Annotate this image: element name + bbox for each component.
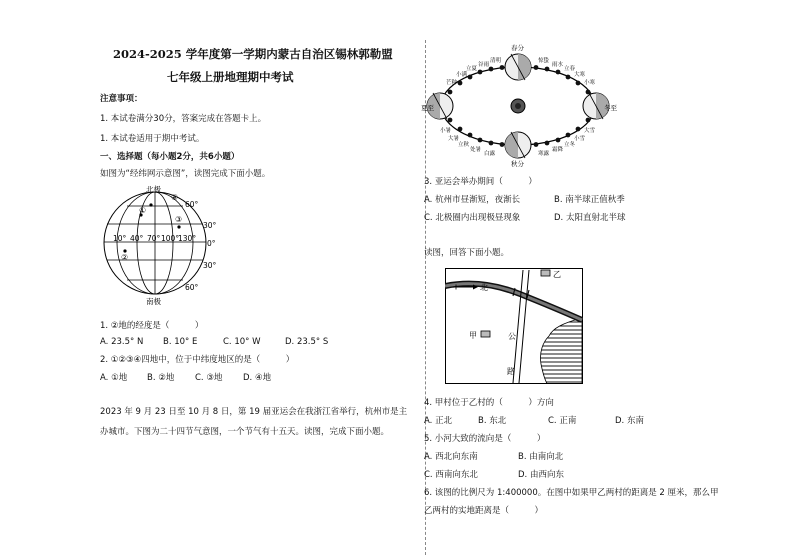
passage-2-line1: 2023 年 9 月 23 日至 10 月 8 日，第 19 届亚运会在我浙江省举行，杭州市是主 [100, 407, 408, 417]
question-4-stem: 4. 甲村位于乙村的（ ）方向 [424, 398, 554, 408]
longitude-label: 10° [113, 234, 127, 243]
svg-text:寒露: 寒露 [538, 151, 550, 157]
q3-option-d[interactable]: D. 太阳直射北半球 [554, 213, 626, 223]
question-2-stem: 2. ①②③④四地中，位于中纬度地区的是（ ） [100, 355, 295, 365]
note-item: 1. 本试卷适用于期中考试。 [100, 134, 205, 144]
question-6-line2: 乙两村的实地距离是（ ） [424, 506, 544, 516]
question-3-stem: 3. 亚运会举办期间（ ） [424, 177, 537, 187]
autumn-equinox-label: 秋分 [511, 160, 524, 168]
q3-option-b[interactable]: B. 南半球正值秋季 [554, 195, 625, 205]
svg-text:大寒: 大寒 [574, 72, 586, 78]
q4-option-c[interactable]: C. 正南 [548, 416, 577, 426]
svg-text:立冬: 立冬 [564, 142, 576, 148]
summer-solstice-label: 夏至 [421, 104, 434, 112]
point-1-label: ① [139, 206, 147, 215]
longitude-label: 70° [147, 234, 161, 243]
q3-option-a[interactable]: A. 杭州市昼渐短，夜渐长 [424, 195, 521, 205]
q5-option-a[interactable]: A. 西北向东南 [424, 452, 478, 462]
question-6-line1: 6. 该图的比例尺为 1:400000。在图中如果甲乙两村的距离是 2 厘米，那么甲 [424, 488, 719, 498]
point-3-label: ③ [175, 215, 183, 224]
notes-heading: 注意事项： [100, 94, 143, 104]
svg-text:小满: 小满 [456, 72, 468, 78]
q5-option-b[interactable]: B. 由南向北 [518, 452, 564, 462]
svg-text:立春: 立春 [564, 66, 576, 72]
latitude-label: 0° [207, 239, 216, 248]
latitude-label: 30° [203, 221, 217, 230]
svg-text:霜降: 霜降 [552, 147, 564, 153]
passage-2-line2: 办城市。下图为二十四节气意图，一个节气有十五天。读图，完成下面小题。 [100, 427, 390, 437]
q5-option-c[interactable]: C. 西南向东北 [424, 470, 478, 480]
latitude-label: 60° [185, 200, 199, 209]
q1-option-a[interactable]: A. 23.5° N [100, 337, 144, 347]
south-pole-label: 南极 [146, 297, 161, 306]
question-1-stem: 1. ②地的经度是（ ） [100, 321, 204, 331]
village-map-figure [445, 268, 583, 384]
north-pole-label: 北极 [146, 185, 161, 194]
svg-text:芒种: 芒种 [446, 80, 458, 86]
svg-text:白露: 白露 [484, 151, 496, 157]
svg-text:惊蛰: 惊蛰 [538, 58, 550, 64]
earth-spring [505, 54, 531, 80]
spring-equinox-label: 春分 [511, 44, 524, 52]
longitude-label: 40° [130, 234, 144, 243]
earth-autumn [505, 132, 531, 158]
winter-solstice-label: 冬至 [604, 104, 617, 112]
point-2-label: ② [121, 253, 129, 262]
point-3-dot [177, 225, 180, 228]
road-label-1: 公 [508, 332, 516, 341]
q4-option-a[interactable]: A. 正北 [424, 416, 453, 426]
page-title-line2: 七年级上册地理期中考试 [167, 70, 294, 84]
q4-option-d[interactable]: D. 东南 [615, 416, 644, 426]
svg-text:清明: 清明 [490, 58, 502, 64]
q5-option-d[interactable]: D. 由西向东 [518, 470, 564, 480]
latitude-label: 60° [185, 283, 199, 292]
latitude-label: 30° [203, 261, 217, 270]
q4-option-b[interactable]: B. 东北 [478, 416, 507, 426]
svg-text:小暑: 小暑 [440, 128, 452, 134]
graticule-globe-figure [95, 183, 220, 308]
point-4-label: ④ [171, 193, 179, 202]
north-label: 北 [480, 283, 488, 292]
svg-text:雨水: 雨水 [552, 62, 564, 68]
svg-text:小寒: 小寒 [584, 80, 596, 86]
point-4-dot [149, 203, 152, 206]
solar-terms-orbit-figure [418, 40, 618, 168]
map-intro: 读图，回答下面小题。 [424, 248, 510, 258]
q2-option-b[interactable]: B. ②地 [147, 373, 175, 383]
longitude-label: 100° [161, 234, 180, 243]
section-intro: 如图为“经纬网示意图”，读图完成下面小题。 [100, 169, 271, 179]
svg-text:立秋: 立秋 [458, 142, 470, 148]
q2-option-c[interactable]: C. ③地 [195, 373, 223, 383]
svg-text:大暑: 大暑 [448, 136, 460, 142]
question-5-stem: 5. 小河大致的流向是（ ） [424, 434, 546, 444]
section-heading: 一、选择题（每小题2分，共6小题） [100, 152, 240, 162]
village-b-marker [541, 270, 550, 276]
q3-option-c[interactable]: C. 北极圈内出现极昼现象 [424, 213, 521, 223]
svg-text:处暑: 处暑 [470, 147, 482, 153]
svg-text:大雪: 大雪 [584, 128, 596, 134]
road-label-2: 路 [507, 367, 515, 376]
village-a-label: 甲 [469, 331, 477, 340]
sun-core [515, 103, 521, 109]
q1-option-c[interactable]: C. 10° W [223, 337, 261, 347]
q2-option-d[interactable]: D. ④地 [243, 373, 272, 383]
svg-text:小雪: 小雪 [574, 136, 586, 142]
svg-text:立夏: 立夏 [466, 66, 478, 72]
svg-text:谷雨: 谷雨 [478, 62, 490, 68]
village-a-marker [481, 331, 490, 337]
longitude-label: 130° [178, 234, 197, 243]
village-b-label: 乙 [553, 270, 561, 279]
q2-option-a[interactable]: A. ①地 [100, 373, 128, 383]
note-item: 1. 本试卷满分30分，答案完成在答题卡上。 [100, 114, 267, 124]
q1-option-b[interactable]: B. 10° E [163, 337, 198, 347]
q1-option-d[interactable]: D. 23.5° S [285, 337, 329, 347]
page-title-line1: 2024-2025 学年度第一学期内蒙古自治区锡林郭勒盟 [113, 47, 393, 61]
